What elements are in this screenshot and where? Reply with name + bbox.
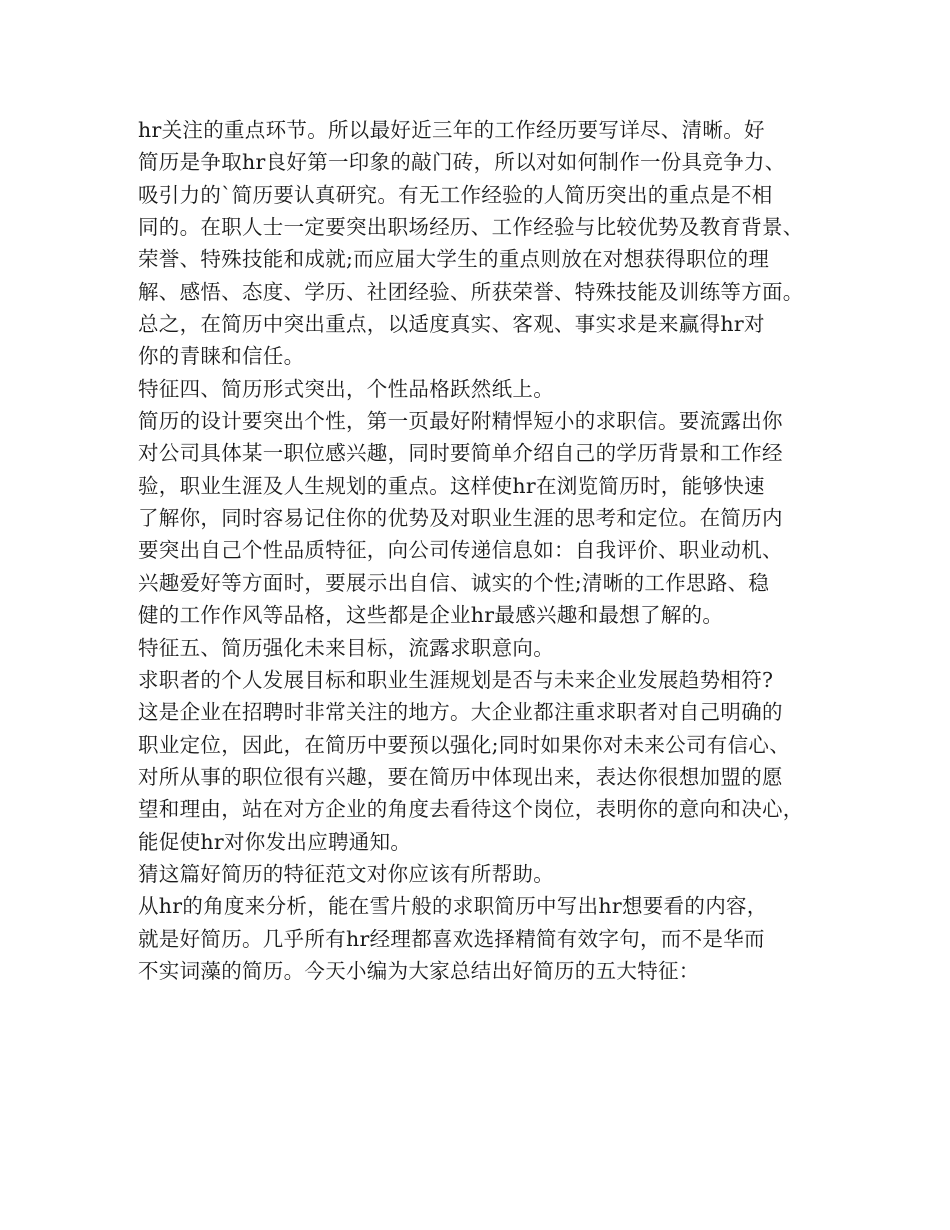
text-line: 从hr的角度来分析，能在雪片般的求职简历中写出hr想要看的内容，	[138, 894, 768, 919]
text-line: 荣誉、特殊技能和成就;而应届大学生的重点则放在对想获得职位的理	[138, 247, 770, 272]
text-line: 解、感悟、态度、学历、社团经验、所获荣誉、特殊技能及训练等方面。	[138, 279, 804, 304]
text-line: 望和理由，站在对方企业的角度去看待这个岗位，表明你的意向和决心，	[138, 797, 804, 822]
text-line: 兴趣爱好等方面时，要展示出自信、诚实的个性;清晰的工作思路、稳	[138, 570, 770, 595]
text-line: 不实词藻的简历。今天小编为大家总结出好简历的五大特征：	[138, 958, 700, 983]
text-line: 验，职业生涯及人生规划的重点。这样使hr在浏览简历时，能够快速	[138, 473, 765, 498]
text-line: 你的青睐和信任。	[138, 344, 305, 369]
section-heading: 特征五、简历强化未来目标，流露求职意向。	[138, 635, 554, 660]
text-line: 对公司具体某一职位感兴趣，同时要简单介绍自己的学历背景和工作经	[138, 441, 783, 466]
text-line: 对所从事的职位很有兴趣，要在简历中体现出来，表达你很想加盟的愿	[138, 764, 783, 789]
text-line: 就是好简历。几乎所有hr经理都喜欢选择精简有效字句，而不是华而	[138, 926, 765, 951]
text-line: 猜这篇好简历的特征范文对你应该有所帮助。	[138, 861, 554, 886]
text-line: 职业定位，因此，在简历中要预以强化;同时如果你对未来公司有信心、	[138, 732, 791, 757]
text-line: 这是企业在招聘时非常关注的地方。大企业都注重求职者对自己明确的	[138, 700, 783, 725]
text-line: 能促使hr对你发出应聘通知。	[138, 829, 412, 854]
text-line: 吸引力的`简历要认真研究。有无工作经验的人简历突出的重点是不相	[138, 182, 773, 207]
text-line: 健的工作作风等品格，这些都是企业hr最感兴趣和最想了解的。	[138, 603, 724, 628]
text-line: 简历的设计要突出个性，第一页最好附精悍短小的求职信。要流露出你	[138, 409, 783, 434]
text-line: 同的。在职人士一定要突出职场经历、工作经验与比较优势及教育背景、	[138, 215, 804, 240]
document-body	[138, 114, 838, 987]
text-line: 了解你，同时容易记住你的优势及对职业生涯的思考和定位。在简历内	[138, 506, 783, 531]
text-line: 总之，在简历中突出重点，以适度真实、客观、事实求是来赢得hr对	[138, 312, 765, 337]
text-line: 要突出自己个性品质特征，向公司传递信息如：自我评价、职业动机、	[138, 538, 783, 563]
section-heading: 特征四、简历形式突出，个性品格跃然纸上。	[138, 376, 554, 401]
text-line: 求职者的个人发展目标和职业生涯规划是否与未来企业发展趋势相符?	[138, 667, 774, 692]
text-line: hr关注的重点环节。所以最好近三年的工作经历要写详尽、清晰。好	[138, 118, 765, 142]
text-line: 简历是争取hr良好第一印象的敲门砖，所以对如何制作一份具竞争力、	[138, 150, 786, 175]
